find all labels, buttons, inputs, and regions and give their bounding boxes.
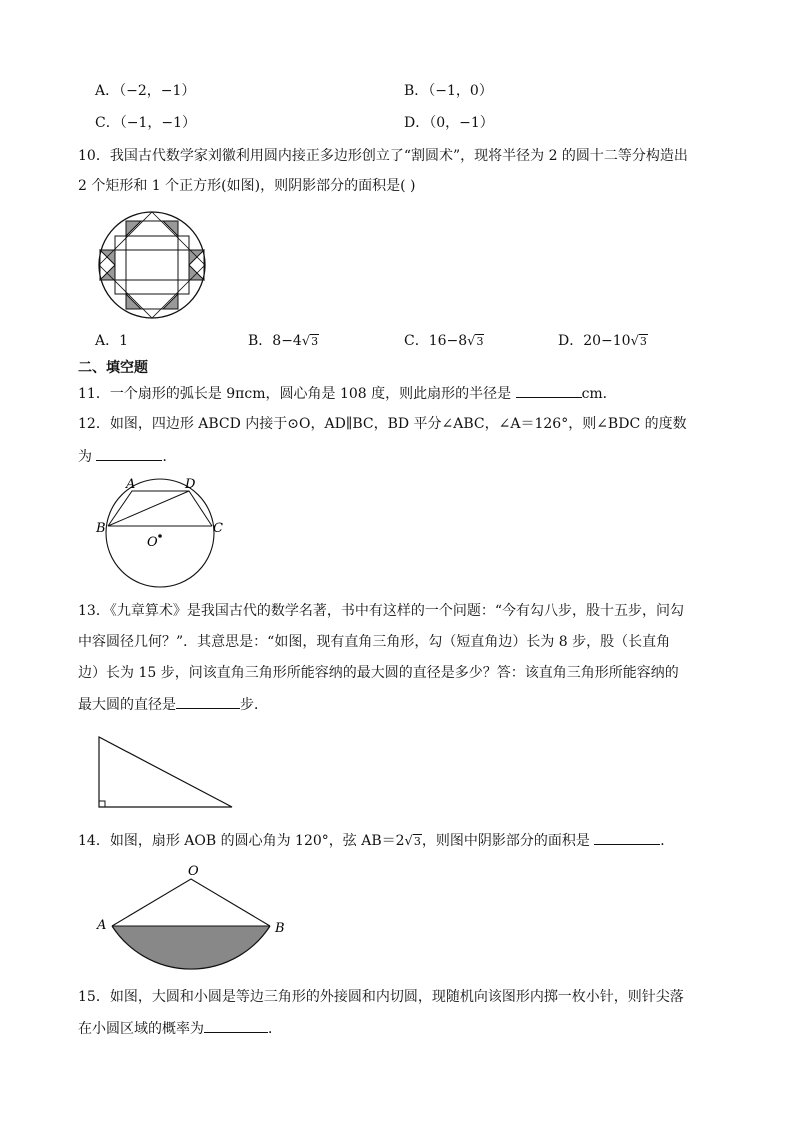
q13-line4-pre: 最大圆的直径是 (78, 697, 176, 713)
sqrt-symbol: √3 (404, 834, 421, 849)
q9-option-d: D．（0，−1） (404, 115, 494, 131)
q14-blank (594, 830, 660, 845)
section-title: 二、填空题 (78, 360, 148, 376)
q14-label-b: B (275, 921, 285, 936)
q11-text (78, 383, 617, 404)
q9-option-b: B．（−1，0） (404, 83, 493, 99)
q13-line1: 13．《九章算术》是我国古代的数学名著，书中有这样的一个问题：“今有勾八步，股十五步，问勾 (78, 603, 684, 619)
q14-text (78, 830, 674, 852)
q12-line2-pre: 为 (78, 449, 97, 465)
q14-post: ，则图中阴影部分的面积是 (421, 833, 595, 849)
q14-pre: 14．如图，扇形 AOB 的圆心角为 120°，弦 AB＝2 (78, 833, 405, 849)
q10-option-d-radicand: 3 (639, 335, 647, 348)
q12-label-a: A (126, 477, 136, 492)
q12-label-b: B (96, 521, 106, 536)
q12-label-o: O (147, 535, 158, 550)
q15-blank (204, 1018, 268, 1033)
sqrt-symbol: √3 (467, 334, 484, 349)
q11-blank (516, 383, 582, 398)
q13-line3: 边）长为 15 步，问该直角三角形所能容纳的最大圆的直径是多少？答：该直角三角形所能容纳的 (78, 665, 679, 681)
q13-figure (96, 735, 238, 811)
sqrt-symbol: √3 (630, 334, 647, 349)
q12-figure (96, 474, 236, 594)
q10-option-b (248, 331, 319, 352)
q9-option-c: C．（−1，−1） (95, 115, 196, 131)
q10-option-c (404, 331, 484, 352)
q12-line2 (78, 446, 176, 467)
sqrt-symbol: √3 (301, 334, 319, 349)
q10-figure (92, 210, 212, 320)
q13-line4-post: 步． (240, 697, 268, 713)
q12-line1: 12．如图，四边形 ABCD 内接于⊙O，AD∥BC，BD 平分∠ABC，∠A＝126°，则∠BDC 的度数 (78, 416, 687, 432)
q15-line2-pre: 在小圆区域的概率为 (78, 1021, 204, 1037)
q12-label-c: C (213, 521, 223, 536)
q15-line2-post: ． (268, 1021, 282, 1037)
q14-end: ． (660, 833, 675, 849)
q10-option-d (558, 331, 648, 352)
q11-pre: 11．一个扇形的弧长是 9πcm，圆心角是 108 度，则此扇形的半径是 (78, 386, 516, 402)
q10-option-c-radicand: 3 (476, 335, 484, 348)
q10-option-d-text: D．20−10 (558, 333, 631, 349)
q13-line2: 中容圆径几何？”．其意思是：“如图，现有直角三角形，勾（短直角边）长为 8 步，股（长直角 (78, 634, 671, 650)
q13-line4 (78, 694, 268, 715)
q11-post: cm． (581, 386, 617, 402)
q10-line2: 2 个矩形和 1 个正方形(如图)，则阴影部分的面积是( ) (78, 178, 416, 194)
q10-line1: 10．我国古代数学家刘徽利用圆内接正多边形创立了“割圆术”，现将半径为 2 的圆十二等分构造出 (78, 148, 688, 164)
q13-blank (176, 694, 240, 709)
q14-label-a: A (97, 918, 107, 933)
q14-radicand: 3 (413, 835, 421, 848)
q12-label-d: D (185, 477, 196, 492)
q14-figure (94, 860, 294, 976)
q9-option-a: A．（−2，−1） (95, 83, 196, 99)
q10-option-c-text: C．16−8 (404, 333, 468, 349)
q15-line2 (78, 1018, 282, 1039)
q10-option-b-text: B．8−4 (248, 333, 302, 349)
q12-line2-post: ． (162, 449, 177, 465)
q14-label-o: O (188, 864, 199, 879)
q15-line1: 15．如图，大圆和小圆是等边三角形的外接圆和内切圆，现随机向该图形内掷一枚小针，则针尖落 (78, 989, 684, 1005)
q12-blank (96, 446, 162, 461)
q10-option-a: A．1 (95, 333, 129, 349)
q10-option-b-radicand: 3 (311, 335, 319, 348)
